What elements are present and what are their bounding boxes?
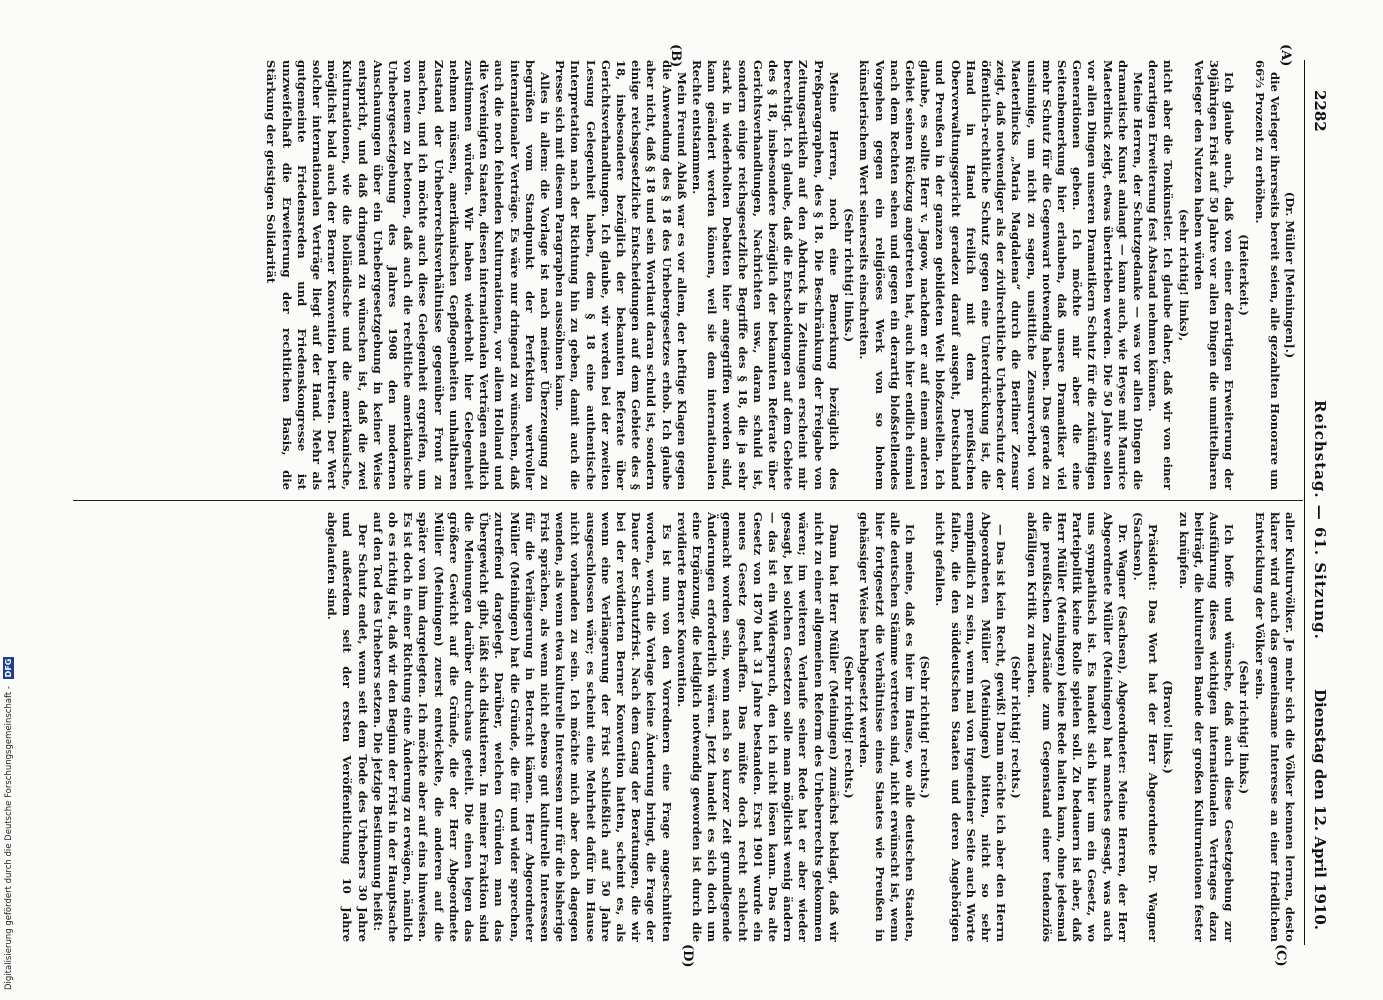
dfg-logo: DFG [4,658,13,678]
header-title: Reichstag. — 61. Sitzung. [1311,400,1329,640]
text-paragraph: — Das ist kein Recht, gewiß! Dann möchte ich aber den Herrn Abgeordneten Müller (Meiningen) bitten, nicht so sehr empfindlich zu sein, wenn mal von irgendeiner Seite auch Worte fallen, die den süddeutschen Staaten und deren Angehörigen nicht gefallen. [933,512,1009,942]
left-column [67,60,1297,490]
text-paragraph: nicht aber die Tonkünstler. Ich glaube daher, daß wir von einer derartigen Erweiterung fest Abstand nehmen können. [1146,60,1176,490]
margin-letter-a: (A) [1278,44,1293,67]
stage-remark: (Sehr richtig! links.) [1237,659,1252,795]
speaker-continuation: (Dr. Müller [Meiningen].) [1283,191,1297,359]
text-paragraph: Der Schutz endet, wenn seit dem Tode des Urhebers 30 Jahre und außerdem seit der ersten Veröffentlichung 10 Jahre abgelaufen sind. [325,512,370,942]
page-header [1307,40,1333,950]
text-paragraph: Meine Herren, der Schutzgedanke — was vor allen Dingen die dramatische Kunst anlangt — kann auch, wie Heyse mit Maurice Maeterlinck zeigt, etwas übertrieben werden. Die 50 Jahre sollen vor allen Dingen unseren Dramatikern Schutz für die zukünftigen Generationen geben. Ich möchte mir aber die eine Seitenbemerkung hier erlauben, daß unsere Dramatiker viel mehr Schutz für die Gegenwart notwendig haben. Das gerade zu unsinnige, um nicht zu sagen, unsittliche Zensurverbot von Maeterlincks „Maria Magdalena“ durch die Berliner Zensur zeigt, daß notwendiger als der zivilrechtliche Urheberschutz der öffentlich-rechtliche Schutz gegen eine Unterdrückung ist, die Hand in Hand freilich mit dem preußischen Oberverwaltungsgericht geradezu darauf ausgeht, Deutschland und Preußen in der ganzen gebildeten Welt bloßzustellen. Ich glaube, es sollte Herr v. Jagow, nachdem er auf einem anderen Gebiet seinen Rückzug angetreten hat, auch hier endlich einmal nach dem Rechten sehen und gegen ein derartig bloßstellendes Vorgehen gegen ein religiöses Werk von so hohem künstlerischem Wert seinerseits einschreiten. [857,60,1145,490]
margin-letter-b: (B) [668,44,683,68]
text-paragraph: die Verleger ihrerseits bereit seien, alle gezahlten Honorare um 66⅔ Prozent zu erhöhen. [1252,60,1282,490]
stage-remark: (Sehr richtig! rechts.) [842,655,857,799]
text-paragraph: Meine Herren, noch eine Bemerkung bezüglich des Preßparagraphen, des § 18. Die Beschränkung der Freigabe von Zeitungsartikeln auf den Abdruck in Zeitungen erscheint mir berechtigt. Ich glaube, daß die Entscheidungen auf dem Gebiete des § 18, insbesondere bezüglich der bekannten Referate über Gerichtsverhandlungen, Nachrichten usw., daran schuld ist, sondern einige reichsgesetzliche Begriffe des § 18, die ja sehr stark in wiederholten Debatten hier angegriffen worden sind, kann geändert werden können, weil sie dem internationalen Rechte entstammen. [690,60,841,490]
stage-remark: (Sehr richtig! rechts.) [918,655,933,799]
stage-remark: (Bravo! links.) [1161,680,1176,774]
stage-remark: (Sehr richtig! links.) [842,207,857,343]
text-paragraph: Ich hoffe und wünsche, daß auch diese Gesetzgebung zur Ausführung dieses wichtigen internationalen Vertrages dazu beiträgt, die kulturellen Bande der großen Kulturnationen fester zu knüpfen. [1176,512,1237,942]
header-date: Dienstag den 12. April 1910. [1311,688,1329,930]
column-divider [73,500,1303,501]
text-paragraph: Präsident: Das Wort hat der Herr Abgeordnete Dr. Wagner (Sachsen). [1130,512,1161,942]
header-rule [1304,60,1305,945]
text-paragraph: Alles in allem: die Vorlage ist nach meiner Überzeugung zu begrüßen vom Standpunkt der Perfektion wertvoller internationaler Verträge. Es wäre nur dringend zu wünschen, daß auch die noch fehlenden Kulturnationen, vor allem Holland und die Vereinigten Staaten, diesen internationalen Verträgen endlich zustimmen würden. Wir haben wiederholt hier Gelegenheit nehmen müssen, amerikanischen Gepflogenheiten unhaltbaren Zustand der Urheberrechtsverhältnisse gegenüber Front zu machen, und ich möchte auch diese Gelegenheit ergreifen, um von neuem zu betonen, daß auch die rechtliche amerikanische Urhebergesetzgebung des Jahres 1908 den modernen Anschauungen über ein Urhebergesetzgebung in keiner Weise entspricht, und daß dringend zu wünschen ist, daß die zwei Kulturnationen, wie die holländische und die amerikanische, möglichst bald auch der Berner Konvention beitreten. Der Wert solcher internationalen Verträge liegt auf der Hand. Mehr als gutgemeinte Friedensreden und Friedenskongresse ist unzweifelhaft die Erweiterung der rechtlichen Basis, die Stärkung der geistigen Solidarität [264,60,553,490]
stage-remark: (Heiterkeit.) [1237,234,1252,316]
stage-remark: (Sehr richtig! rechts.) [1009,655,1024,799]
funding-note: Digitalisierung gefördert durch die Deutsche Forschungsgemeinschaft - [4,686,14,990]
margin-letter-d: (D) [680,944,695,968]
text-paragraph: Ich meine, daß es hier im Hause, wo alle deutschen Staaten, alle deutschen Stämme vertreten sind, nicht erwünscht ist, wenn hier fortgesetzt die Verhältnisse eines Staates wie Preußen in gehässiger Weise herabgesetzt werden. [857,512,917,942]
text-paragraph: Dr. Wagner (Sachsen), Abgeordneter: Meine Herren, der Herr Abgeordnete Müller (Meiningen) hat manches gesagt, was auch uns sympathisch ist. Es handelt sich hier um ein Gesetz, wo Parteipolitik keine Rolle spielen soll. Zu bedauern ist aber, daß Herr Müller (Meiningen) keine Rede halten kann, ohne jedesmal die preußischen Zustände zum Gegenstand einer tendenziös abfälligen Kritik zu machen. [1024,512,1130,942]
right-column [67,512,1297,942]
text-paragraph: Ich glaube auch, daß von einer derartigen Erweiterung der 30jährigen Frist auf 50 Jahre vor allen Dingen die unmittelbaren Verleger den Nutzen haben würden [1191,60,1237,490]
text-paragraph: Dann hat Herr Müller (Meiningen) zunächst beklagt, daß wir nicht zu einer allgemeinen Reform des Urheberrechts gekommen wären; im weiteren Verlaufe seiner Rede hat er aber wieder gesagt, bei solchen Gesetzen solle man möglichst wenig ändern — das ist ein Widerspruch, den ich nicht lösen kann. Das alte Gesetz von 1870 hat 31 Jahre bestanden. Erst 1901 wurde ein neues Gesetz geschaffen. Das müßte doch recht schlecht gemacht worden sein, wenn nach so kurzer Zeit grundlegende Änderungen erforderlich wären. Jetzt handelt es sich doch um eine Ergänzung, die lediglich notwendig geworden ist durch die revidierte Berner Konvention. [674,512,841,942]
margin-letter-c: (C) [1273,944,1288,967]
text-paragraph: Es ist nun von den Vorrednern eine Frage angeschnitten worden, worin die Vorlage keine Änderung bringt, die Frage der Dauer der Schutzfrist. Nach dem Gang der Beratungen, die wir bei der revidierten Berner Konvention hatten, scheint es, als wenn eine Verlängerung der Frist schließlich auf 50 Jahre ausgeschlossen wäre; es scheint eine Mehrheit dafür im Hause nicht vorhanden zu sein. Ich möchte mich aber doch dagegen wenden, als wenn etwa kulturelle Interessen nur für die bisherige Frist sprächen, als wenn nicht ebenso gut kulturelle Interessen für die Verlängerung in Betracht kämen. Herr Abgeordneter Müller (Meiningen) hat die Gründe, die für und wider sprechen, zutreffend dargelegt. Darüber, welchen Gründen man das Übergewicht gibt, läßt sich diskutieren. In meiner Fraktion sind die Meinungen darüber durchaus geteilt. Die einen legen das größere Gewicht auf die Gründe, die der Herr Abgeordnete Müller (Meiningen) zuerst entwickelte, die anderen auf die später von ihm dargelegten. Ich möchte aber auf eins hinweisen. Es ist doch in einer Richtung eine Änderung zu erwägen, nämlich ob es richtig ist, daß wir den Beginn der Frist in der Hauptsache auf den Tod des Urhebers setzen. Die jetzige Bestimmung heißt: [370,512,674,942]
stage-remark: (sehr richtig! links), [1176,208,1191,342]
funding-sidebar [2,0,16,1000]
page-number: 2282 [1311,90,1329,132]
text-paragraph: Mein Freund Ablaß war es vor allem, der heftige Klagen gegen die Anwendung des § 18 des Urhebergesetzes erhob. Ich glaube aber nicht, daß § 18 und sein Wortlaut daran schuld ist, sondern einige reichsgesetzliche Entscheidungen auf dem Gebiete des § 18, insbesondere bezüglich der bekannten Referate über Gerichtsverhandlungen. Ich glaube, wir werden bei der zweiten Lesung Gelegenheit haben, dem § 18 eine authentische Interpretation nach der Richtung hin zu geben, damit auch die Presse sich mit diesem Paragraphen aussöhnen kann. [553,60,689,490]
text-paragraph: aller Kulturvölker. Je mehr sich die Völker kennen lernen, desto klarer wird auch das gemeinsame Interesse an einer friedlichen Entwicklung der Völker sein. [1252,512,1297,942]
